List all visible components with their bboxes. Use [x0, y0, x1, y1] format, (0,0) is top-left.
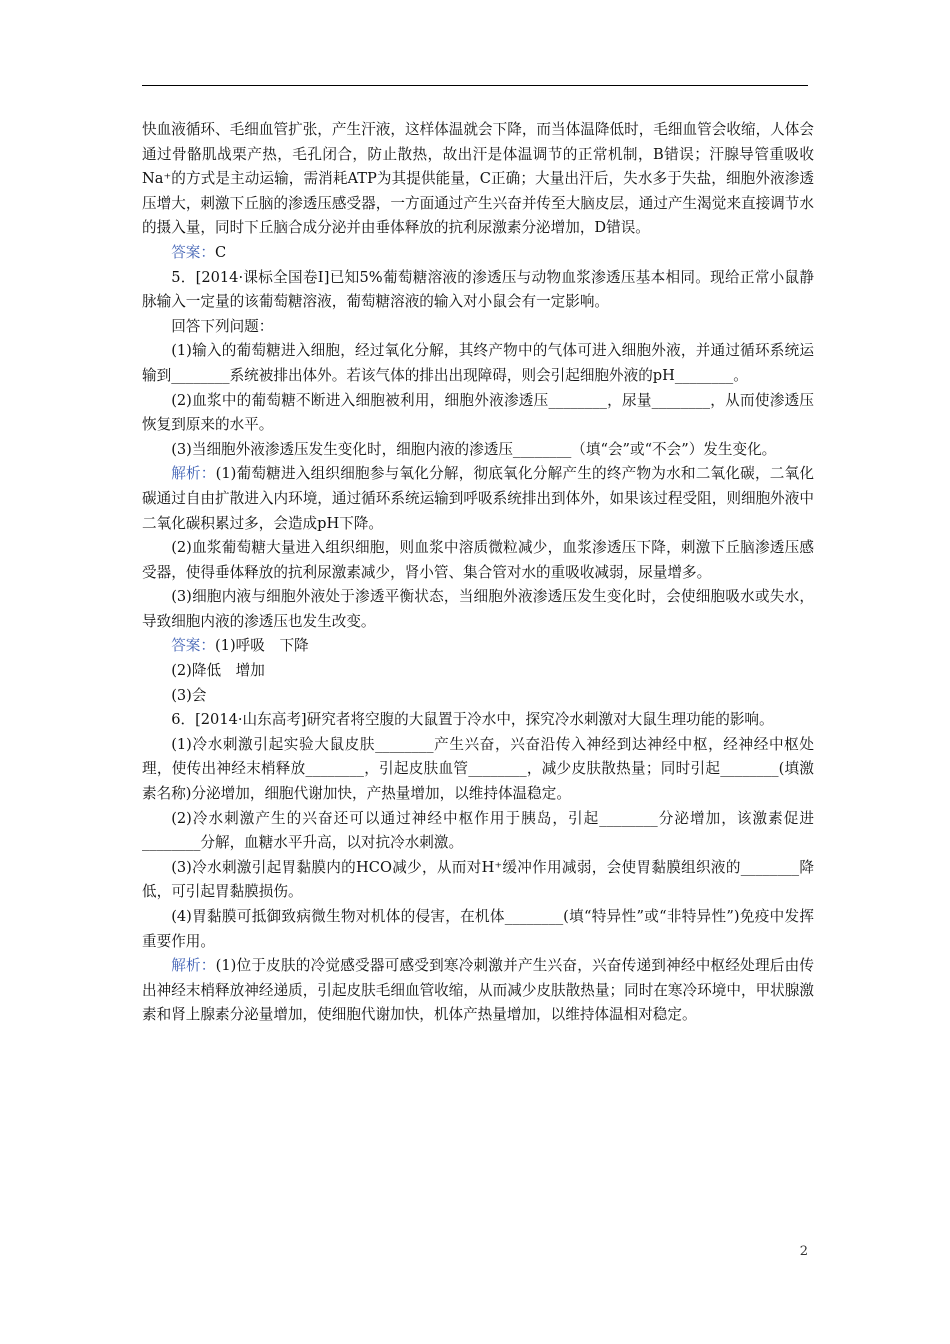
sub-question: (2)冷水刺激产生的兴奋还可以通过神经中枢作用于胰岛，引起________分泌增加，该激素促进________分解，血糖水平升高，以对抗冷水刺激。 [142, 809, 814, 852]
answer-paragraph: 答案：C [171, 243, 227, 261]
answer-label: 答案： [171, 243, 215, 261]
page-number: 2 [799, 1244, 808, 1259]
sub-question: (4)胃黏膜可抵御致病微生物对机体的侵害，在机体________(填“特异性”或“非特异性”)免疫中发挥重要作用。 [142, 908, 814, 950]
question-5: 5．[2014·课标全国卷Ⅰ]已知5%葡萄糖溶液的渗透压与动物血浆渗透压基本相同。现给正常小鼠静脉输入一定量的该葡萄糖溶液，葡萄糖溶液的输入对小鼠会有一定影响。 [142, 268, 814, 311]
paragraph: (3)细胞内液与细胞外液处于渗透平衡状态，当细胞外液渗透压发生变化时，会使细胞吸水或失水，导致细胞内液的渗透压也发生改变。 [142, 588, 814, 630]
analysis-label: 解析： [171, 957, 216, 975]
sub-question: (3)冷水刺激引起胃黏膜内的HCO减少，从而对H⁺缓冲作用减弱，会使胃黏膜组织液的________降低，可引起胃黏膜损伤。 [142, 858, 814, 901]
paragraph: (2)降低 增加 [171, 662, 265, 680]
question-6: 6．[2014·山东高考]研究者将空腹的大鼠置于冷水中，探究冷水刺激对大鼠生理功能的影响。 [171, 711, 774, 729]
header-rule [142, 85, 808, 86]
paragraph: 快血液循环、毛细血管扩张，产生汗液，这样体温就会下降，而当体温降低时，毛细血管会收缩，人体会通过骨骼肌战栗产热，毛孔闭合，防止散热，故出汗是体温调节的正常机制，B错误；汗腺导管重吸收Na⁺的方式是主动运输，需消耗ATP为其提供能量，C正确；大量出汗后，失水多于失盐，细胞外液渗透压增大，刺激下丘脑的渗透压感受器，一方面通过产生兴奋并传至大脑皮层，通过产生渴觉来直接调节水的摄入量，同时下丘脑合成分泌并由垂体释放的抗利尿激素分泌增加，D错误。 [142, 121, 814, 237]
paragraph: (3)会 [171, 686, 207, 704]
answer-paragraph: 答案：(1)呼吸 下降 [171, 637, 309, 655]
sub-question: (1)输入的葡萄糖进入细胞，经过氧化分解，其终产物中的气体可进入细胞外液，并通过循环系统运输到________系统被排出体外。若该气体的排出出现障碍，则会引起细胞外液的pH________。 [142, 342, 814, 384]
sub-question: (2)血浆中的葡萄糖不断进入细胞被利用，细胞外液渗透压________，尿量________，从而使渗透压恢复到原来的水平。 [142, 391, 814, 434]
answer-label: 答案： [171, 637, 215, 655]
sub-question: (1)冷水刺激引起实验大鼠皮肤________产生兴奋，兴奋沿传入神经到达神经中枢，经神经中枢处理，使传出神经末梢释放________，引起皮肤血管________，减少皮肤散热量；同时引起________(填激素名称)分泌增加，细胞代谢加快，产热量增加，以维持体温稳定。 [142, 735, 814, 803]
analysis-label: 解析： [171, 465, 216, 483]
analysis-paragraph: 解析：(1)葡萄糖进入组织细胞参与氧化分解，彻底氧化分解产生的终产物为水和二氧化碳，二氧化碳通过自由扩散进入内环境，通过循环系统运输到呼吸系统排出到体外，如果该过程受阻，则细胞外液中二氧化碳积累过多，会造成pH下降。 [142, 465, 814, 532]
paragraph: (2)血浆葡萄糖大量进入组织细胞，则血浆中溶质微粒减少，血浆渗透压下降，刺激下丘脑渗透压感受器，使得垂体释放的抗利尿激素减少，肾小管、集合管对水的重吸收减弱，尿量增多。 [142, 539, 814, 581]
document-body [142, 118, 814, 1028]
paragraph: 回答下列问题： [171, 317, 274, 335]
sub-question: (3)当细胞外液渗透压发生变化时，细胞内液的渗透压________（填“会”或“不会”）发生变化。 [171, 440, 777, 458]
analysis-paragraph: 解析：(1)位于皮肤的冷觉感受器可感受到寒冷刺激并产生兴奋，兴奋传递到神经中枢经处理后由传出神经末梢释放神经递质，引起皮肤毛细血管收缩，从而减少皮肤散热量；同时在寒冷环境中，甲状腺激素和肾上腺素分泌量增加，使细胞代谢加快，机体产热量增加，以维持体温相对稳定。 [142, 957, 814, 1024]
